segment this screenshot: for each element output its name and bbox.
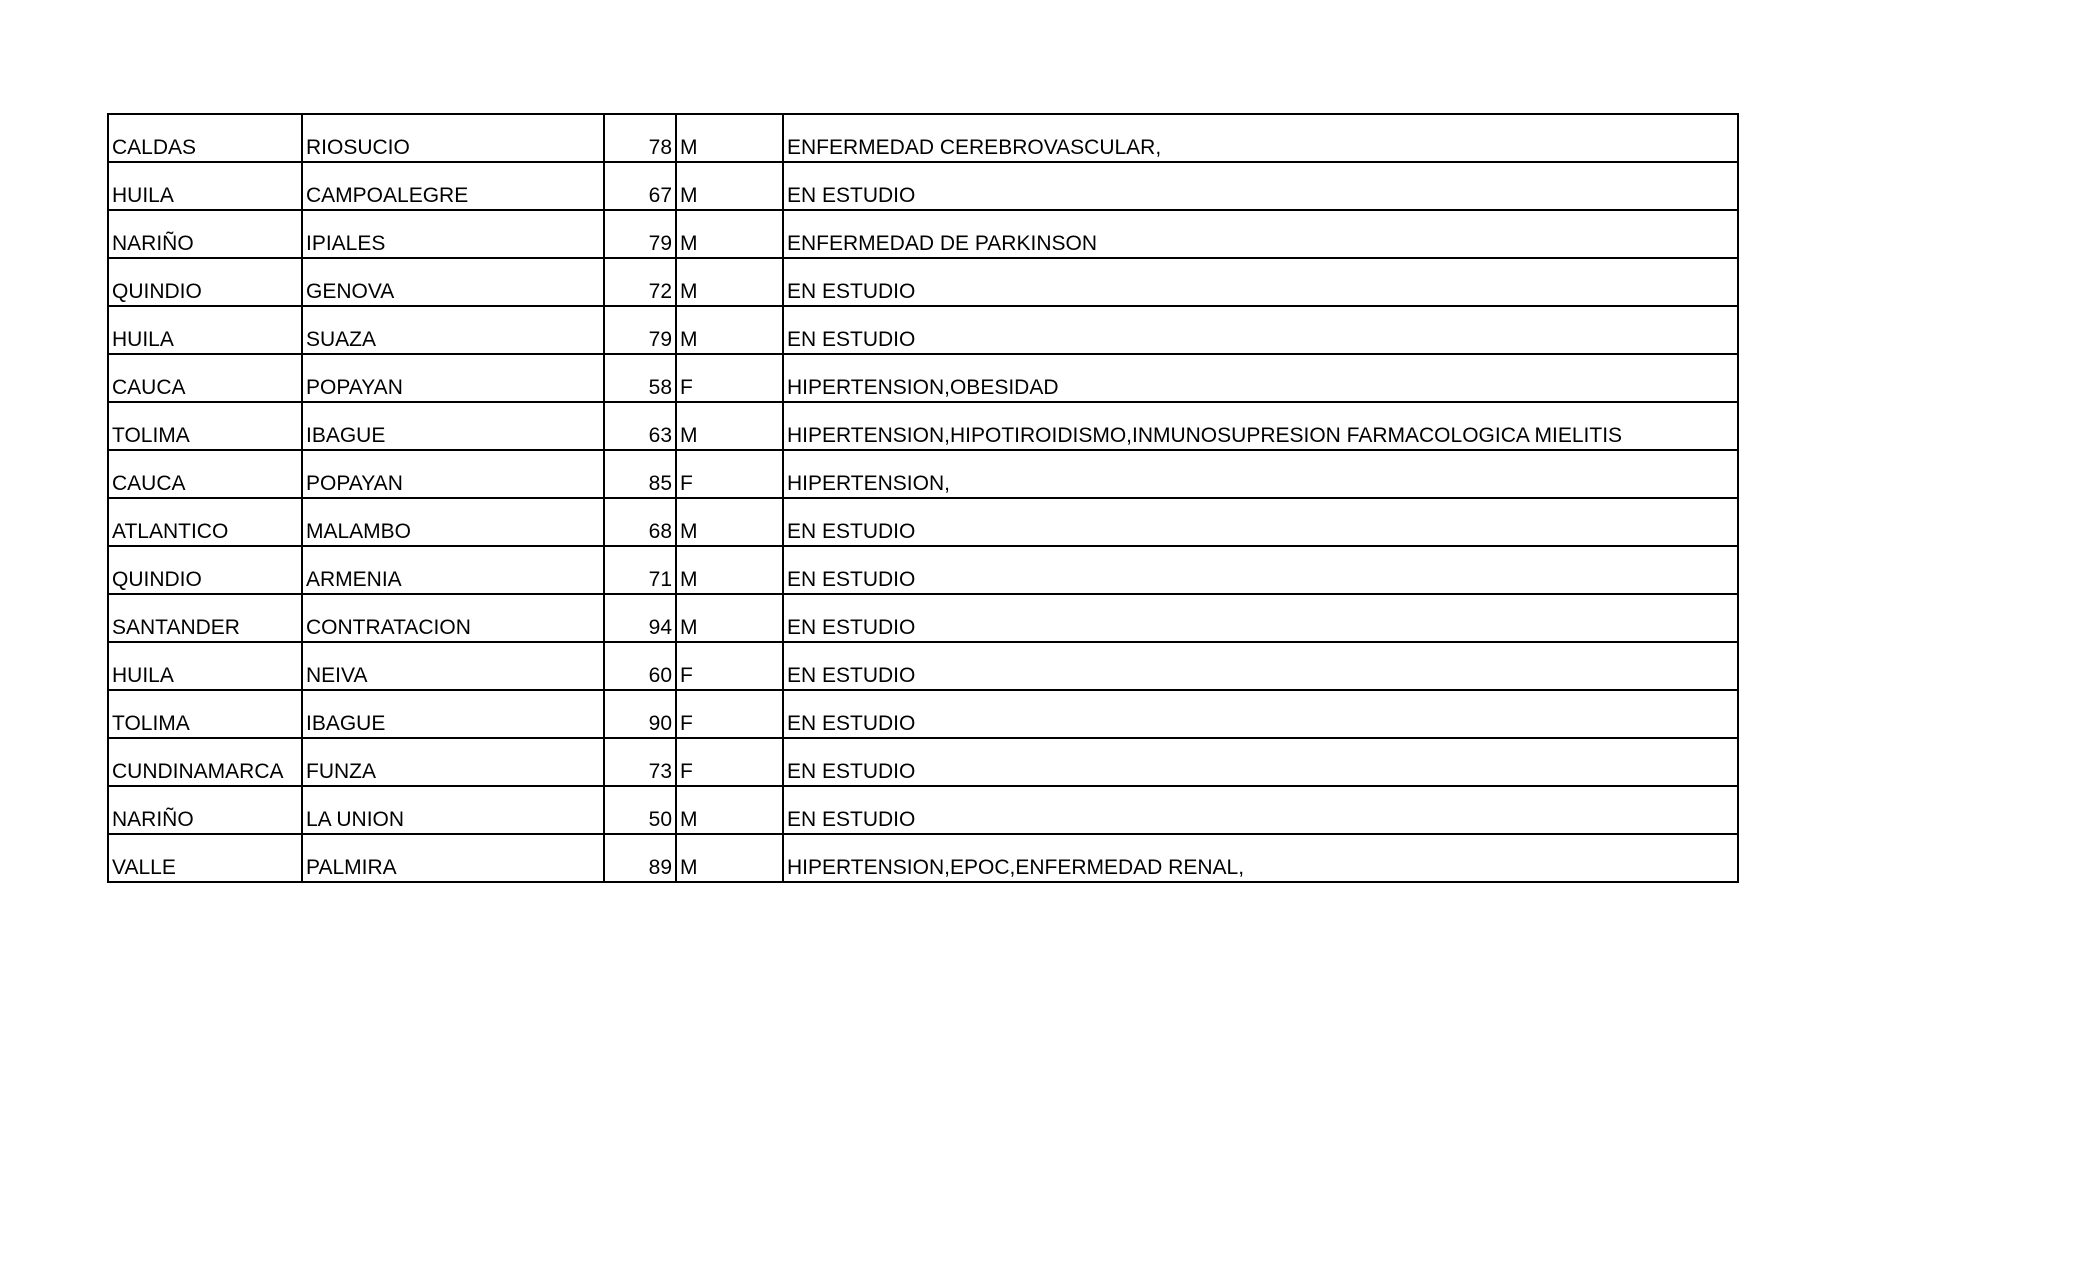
condition-cell: EN ESTUDIO (783, 306, 1738, 354)
sex-cell: M (676, 210, 783, 258)
table-row (108, 450, 1738, 498)
sex-cell: F (676, 354, 783, 402)
table-row (108, 738, 1738, 786)
age-cell: 90 (604, 690, 676, 738)
condition-cell: HIPERTENSION,HIPOTIROIDISMO,INMUNOSUPRESION FARMACOLOGICA MIELITIS (783, 402, 1738, 450)
table-row (108, 162, 1738, 210)
table-row (108, 402, 1738, 450)
sex-cell: F (676, 642, 783, 690)
municipality-cell: IBAGUE (302, 402, 604, 450)
table-body (108, 114, 1738, 882)
department-cell: VALLE (108, 834, 302, 882)
age-cell: 85 (604, 450, 676, 498)
condition-cell: ENFERMEDAD CEREBROVASCULAR, (783, 114, 1738, 162)
municipality-cell: SUAZA (302, 306, 604, 354)
municipality-cell: LA UNION (302, 786, 604, 834)
department-cell: QUINDIO (108, 258, 302, 306)
data-table (107, 113, 1739, 883)
sex-cell: F (676, 690, 783, 738)
condition-cell: EN ESTUDIO (783, 642, 1738, 690)
department-cell: CAUCA (108, 354, 302, 402)
department-cell: HUILA (108, 306, 302, 354)
sex-cell: M (676, 114, 783, 162)
sex-cell: F (676, 450, 783, 498)
sex-cell: M (676, 498, 783, 546)
department-cell: QUINDIO (108, 546, 302, 594)
condition-cell: HIPERTENSION,EPOC,ENFERMEDAD RENAL, (783, 834, 1738, 882)
department-cell: TOLIMA (108, 402, 302, 450)
municipality-cell: POPAYAN (302, 450, 604, 498)
municipality-cell: CAMPOALEGRE (302, 162, 604, 210)
condition-cell: EN ESTUDIO (783, 258, 1738, 306)
condition-cell: HIPERTENSION,OBESIDAD (783, 354, 1738, 402)
sex-cell: M (676, 306, 783, 354)
sex-cell: F (676, 738, 783, 786)
municipality-cell: IPIALES (302, 210, 604, 258)
municipality-cell: RIOSUCIO (302, 114, 604, 162)
municipality-cell: FUNZA (302, 738, 604, 786)
table-row (108, 834, 1738, 882)
age-cell: 89 (604, 834, 676, 882)
condition-cell: EN ESTUDIO (783, 594, 1738, 642)
department-cell: ATLANTICO (108, 498, 302, 546)
sex-cell: M (676, 546, 783, 594)
table-row (108, 546, 1738, 594)
condition-cell: EN ESTUDIO (783, 690, 1738, 738)
condition-cell: EN ESTUDIO (783, 546, 1738, 594)
table-row (108, 690, 1738, 738)
age-cell: 60 (604, 642, 676, 690)
department-cell: CAUCA (108, 450, 302, 498)
age-cell: 67 (604, 162, 676, 210)
table-row (108, 258, 1738, 306)
sex-cell: M (676, 162, 783, 210)
department-cell: CUNDINAMARCA (108, 738, 302, 786)
department-cell: CALDAS (108, 114, 302, 162)
municipality-cell: NEIVA (302, 642, 604, 690)
sex-cell: M (676, 258, 783, 306)
department-cell: NARIÑO (108, 786, 302, 834)
table-row (108, 354, 1738, 402)
municipality-cell: IBAGUE (302, 690, 604, 738)
condition-cell: EN ESTUDIO (783, 162, 1738, 210)
age-cell: 78 (604, 114, 676, 162)
age-cell: 94 (604, 594, 676, 642)
condition-cell: EN ESTUDIO (783, 498, 1738, 546)
table-row (108, 498, 1738, 546)
municipality-cell: ARMENIA (302, 546, 604, 594)
condition-cell: ENFERMEDAD DE PARKINSON (783, 210, 1738, 258)
condition-cell: HIPERTENSION, (783, 450, 1738, 498)
department-cell: SANTANDER (108, 594, 302, 642)
department-cell: HUILA (108, 642, 302, 690)
age-cell: 63 (604, 402, 676, 450)
municipality-cell: CONTRATACION (302, 594, 604, 642)
age-cell: 50 (604, 786, 676, 834)
age-cell: 72 (604, 258, 676, 306)
municipality-cell: GENOVA (302, 258, 604, 306)
department-cell: HUILA (108, 162, 302, 210)
age-cell: 79 (604, 306, 676, 354)
sex-cell: M (676, 402, 783, 450)
department-cell: NARIÑO (108, 210, 302, 258)
age-cell: 79 (604, 210, 676, 258)
age-cell: 58 (604, 354, 676, 402)
age-cell: 73 (604, 738, 676, 786)
condition-cell: EN ESTUDIO (783, 786, 1738, 834)
table-row (108, 114, 1738, 162)
municipality-cell: POPAYAN (302, 354, 604, 402)
municipality-cell: MALAMBO (302, 498, 604, 546)
sex-cell: M (676, 786, 783, 834)
age-cell: 68 (604, 498, 676, 546)
condition-cell: EN ESTUDIO (783, 738, 1738, 786)
table-row (108, 210, 1738, 258)
sex-cell: M (676, 834, 783, 882)
table-row (108, 642, 1738, 690)
sex-cell: M (676, 594, 783, 642)
table-row (108, 786, 1738, 834)
department-cell: TOLIMA (108, 690, 302, 738)
municipality-cell: PALMIRA (302, 834, 604, 882)
table-row (108, 594, 1738, 642)
age-cell: 71 (604, 546, 676, 594)
table-row (108, 306, 1738, 354)
